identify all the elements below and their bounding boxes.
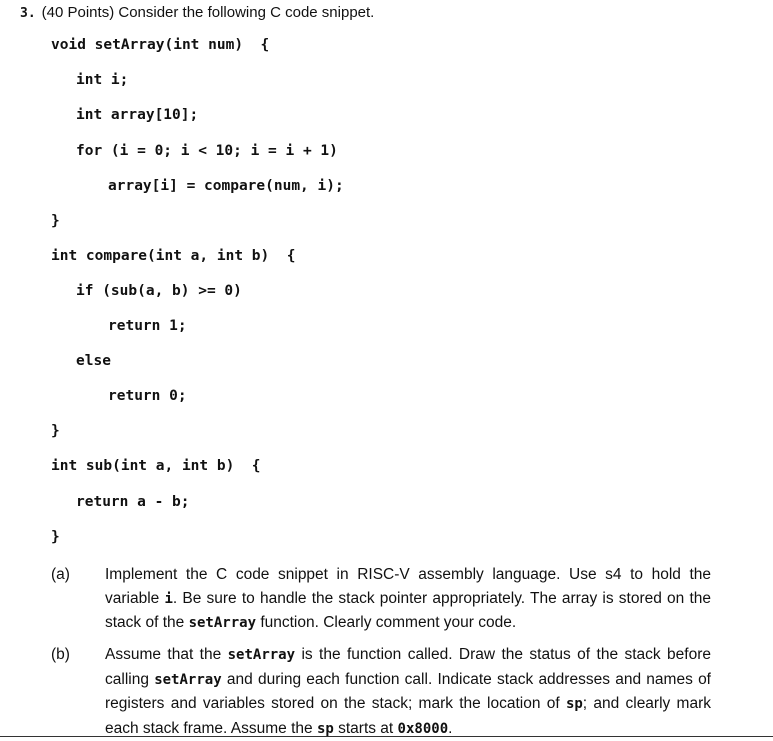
- code-line-12: }: [51, 423, 60, 439]
- part-b-sp-2: sp: [316, 720, 334, 737]
- code-line-4: for (i = 0; i < 10; i = i + 1): [76, 143, 338, 159]
- part-b-label: (b): [51, 646, 70, 663]
- code-line-11: return 0;: [108, 388, 187, 404]
- code-line-10: else: [76, 353, 111, 369]
- part-b-text-1: Assume that the: [105, 646, 228, 663]
- part-b-text: [105, 643, 711, 741]
- part-a-text-2: . Be sure to handle the stack pointer appropriately. The array is stored on the stack of the: [105, 589, 711, 631]
- question-number: 3.: [20, 6, 36, 21]
- part-b-text-4: ; and clearly mark each stack frame. Assume the: [105, 695, 711, 737]
- code-line-15: }: [51, 529, 60, 545]
- part-b: [51, 643, 713, 737]
- code-line-14: return a - b;: [76, 494, 190, 510]
- part-a-label: (a): [51, 566, 70, 583]
- part-a: [51, 563, 713, 635]
- bottom-rule: [0, 736, 773, 737]
- code-line-2: int i;: [76, 72, 129, 88]
- part-b-start-address: 0x8000: [397, 720, 449, 737]
- part-b-function-name-1: setArray: [227, 647, 296, 663]
- question-text: (40 Points) Consider the following C code snippet.: [41, 4, 375, 21]
- question-header: [20, 3, 374, 24]
- part-b-text-2: is the function called. Draw the status of the stack before calling: [105, 646, 712, 688]
- part-b-text-5: starts at: [333, 719, 398, 737]
- part-a-text-3: function. Clearly comment your code.: [256, 614, 517, 631]
- part-b-sp-1: sp: [565, 696, 583, 712]
- part-b-function-name-2: setArray: [154, 671, 222, 688]
- code-line-6: }: [51, 213, 60, 229]
- part-b-text-6: .: [448, 719, 453, 737]
- code-line-13: int sub(int a, int b) {: [51, 458, 261, 474]
- code-line-9: return 1;: [108, 318, 187, 334]
- code-line-8: if (sub(a, b) >= 0): [76, 283, 242, 299]
- part-a-text: [105, 563, 711, 636]
- part-a-function-name: setArray: [188, 615, 257, 631]
- code-line-3: int array[10];: [76, 107, 199, 123]
- code-line-1: void setArray(int num) {: [51, 37, 270, 53]
- part-a-text-1: Implement the C code snippet in RISC-V assembly language. Use s4 to hold the variable: [105, 566, 711, 607]
- part-a-variable-i: i: [164, 590, 173, 607]
- code-line-5: array[i] = compare(num, i);: [108, 178, 344, 194]
- part-b-text-3: and during each function call. Indicate stack addresses and names of registers and variables stored on the stack; mark the location of: [105, 670, 711, 712]
- code-line-7: int compare(int a, int b) {: [51, 248, 296, 264]
